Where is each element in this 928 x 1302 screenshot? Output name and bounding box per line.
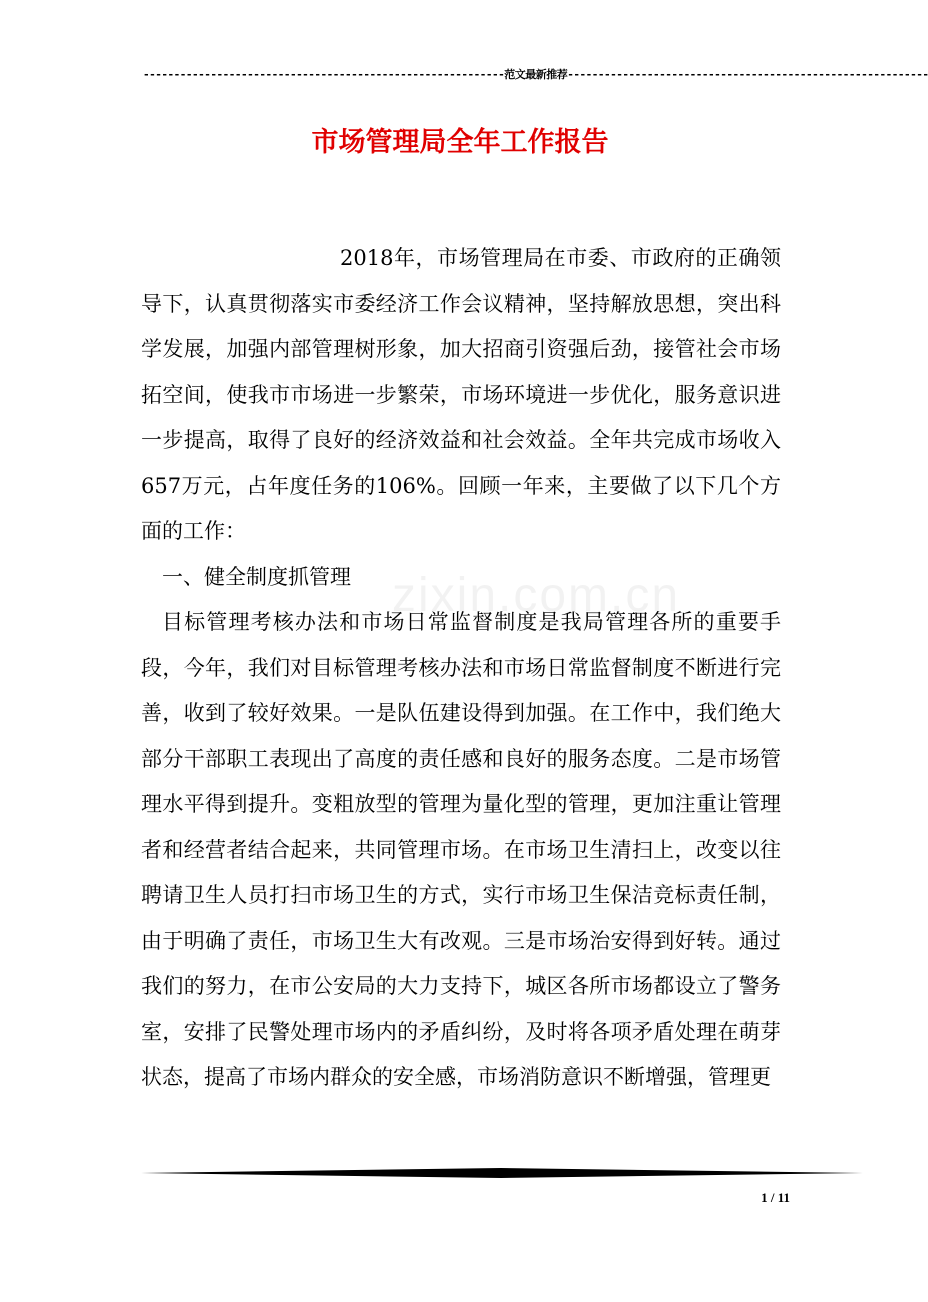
paragraph-intro: 2018年，市场管理局在市委、市政府的正确领导下，认真贯彻落实市委经济工作会议精神，坚持解放思想，突出科学发展，加强内部管理树形象，加大招商引资强后劲，接管社会市场拓空间，使我市市场进一步繁荣，市场环境进一步优化，服务意识进一步提高，取得了良好的经济效益和社会效益。全年共完成市场收入657万元，占年度任务的106%。回顾一年来，主要做了以下几个方面的工作：: [141, 246, 781, 543]
document-title: 市场管理局全年工作报告: [311, 127, 609, 158]
header-left-dashes: -----------------------------------------------------------: [143, 68, 505, 81]
paragraph-section-1: 目标管理考核办法和市场日常监督制度是我局管理各所的重要手段，今年，我们对目标管理考核办法和市场日常监督制度不断进行完善，收到了较好效果。一是队伍建设得到加强。在工作中，我们绝大部分干部职工表现出了高度的责任感和良好的服务态度。二是市场管理水平得到提升。变粗放型的管理为量化型的管理，更加注重让管理者和经营者结合起来，共同管理市场。在市场卫生清扫上，改变以往聘请卫生人员打扫市场卫生的方式，实行市场卫生保洁竞标责任制，由于明确了责任，市场卫生大有改观。三是市场治安得到好转。通过我们的努力，在市公安局的大力支持下，城区各所市场都设立了警务室，安排了民警处理市场内的矛盾纠纷，及时将各项矛盾处理在萌芽状态，提高了市场内群众的安全感，市场消防意识不断增强，管理更: [141, 610, 781, 1089]
header-right-dashes: -----------------------------------------------------------: [567, 68, 928, 81]
page-number: 1 / 11: [761, 1190, 790, 1205]
header-label: 范文最新推荐: [504, 68, 568, 81]
document-body: [141, 236, 781, 1101]
page-header: [143, 66, 928, 82]
section-heading: 一、健全制度抓管理: [162, 564, 351, 589]
watermark: zixin.com.cn: [392, 569, 681, 622]
footer-rule: [141, 1167, 863, 1179]
